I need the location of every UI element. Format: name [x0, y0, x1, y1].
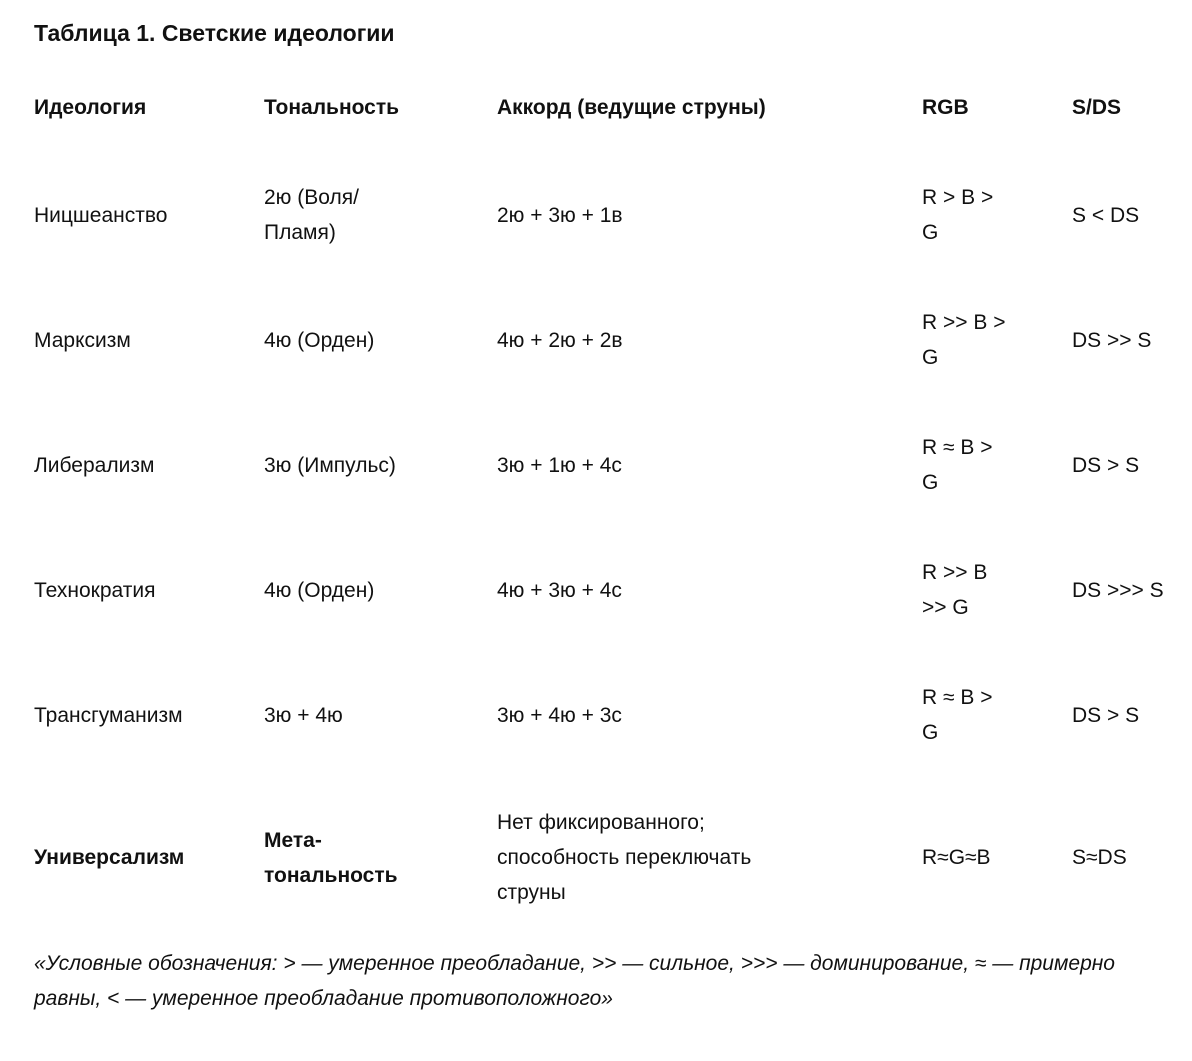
- cell-sds-text: DS >> S: [1072, 328, 1152, 352]
- cell-sds: S≈DS: [1072, 846, 1127, 869]
- table-row: [34, 430, 1174, 500]
- cell-rgb: [922, 680, 1072, 750]
- cell-sds: [1072, 180, 1174, 250]
- ideologies-table: [34, 89, 1174, 910]
- cell-ideology: Либерализм: [34, 453, 155, 477]
- table-title: Таблица 1. Светские идеологии: [34, 20, 395, 46]
- table-row: [34, 555, 1174, 625]
- cell-rgb: R≈G≈B: [922, 846, 991, 869]
- cell-rgb-text: R >> B >> G: [922, 561, 988, 619]
- cell-sds: [1072, 305, 1174, 375]
- cell-ideology: Ницшеанство: [34, 203, 168, 227]
- cell-sds: [1072, 680, 1174, 750]
- legend-note: «Условные обозначения: > — умеренное преобладание, >> — сильное, >>> — доминирование, ≈ — примерно равны, < — умеренное преобладание противоположного»: [34, 952, 1115, 1010]
- header-row: [34, 89, 1174, 125]
- header-tonality: Тональность: [264, 95, 400, 119]
- cell-chord: [497, 805, 922, 910]
- table-row: [34, 680, 1174, 750]
- row-spacer: [34, 375, 1174, 430]
- header-sds: S/DS: [1072, 95, 1122, 119]
- cell-chord: 3ю + 4ю + 3с: [497, 703, 622, 727]
- cell-rgb-text: R ≈ B > G: [922, 686, 993, 744]
- cell-rgb: [922, 555, 1072, 625]
- cell-chord: 4ю + 2ю + 2в: [497, 328, 623, 352]
- cell-tonality: [264, 555, 497, 625]
- header-ideology: Идеология: [34, 95, 147, 119]
- row-spacer: [34, 625, 1174, 680]
- table-row: [34, 305, 1174, 375]
- row-spacer: [34, 500, 1174, 555]
- cell-sds-text: S < DS: [1072, 203, 1140, 227]
- cell-ideology: Трансгуманизм: [34, 703, 183, 727]
- cell-rgb-text: R > B > G: [922, 186, 994, 244]
- row-spacer: [34, 750, 1174, 805]
- row-spacer: [34, 250, 1174, 305]
- cell-sds: [1072, 430, 1174, 500]
- cell-tonality: [264, 680, 497, 750]
- cell-sds-text: DS >>> S: [1072, 578, 1164, 602]
- cell-tonality: [264, 180, 497, 250]
- table-header: [34, 89, 1174, 180]
- cell-rgb: [922, 180, 1072, 250]
- cell-tonality: [264, 430, 497, 500]
- cell-sds: [1072, 555, 1174, 625]
- cell-tonality-text: 3ю + 4ю: [264, 703, 343, 727]
- cell-sds-text: DS > S: [1072, 703, 1140, 727]
- cell-tonality-text: 4ю (Орден): [264, 578, 375, 602]
- cell-chord: 3ю + 1ю + 4с: [497, 453, 622, 477]
- header-rgb: RGB: [922, 95, 969, 119]
- cell-ideology: Универсализм: [34, 846, 185, 869]
- cell-chord: 4ю + 3ю + 4с: [497, 578, 622, 602]
- cell-rgb: [922, 305, 1072, 375]
- cell-sds-text: DS > S: [1072, 453, 1140, 477]
- header-spacer: [34, 125, 1174, 180]
- cell-tonality-text: 4ю (Орден): [264, 328, 375, 352]
- cell-chord-text: Нет фиксированного; способность переключать струны: [497, 811, 752, 904]
- cell-chord: 2ю + 3ю + 1в: [497, 203, 623, 227]
- cell-rgb-text: R >> B > G: [922, 311, 1006, 369]
- cell-tonality-text: Мета-тональность: [264, 828, 398, 887]
- cell-tonality-text: 3ю (Импульс): [264, 453, 396, 477]
- cell-rgb-text: R ≈ B > G: [922, 436, 993, 494]
- cell-tonality-text: 2ю (Воля/Пламя): [264, 186, 359, 244]
- cell-rgb: [922, 430, 1072, 500]
- table-row: [34, 805, 1174, 910]
- table-row: [34, 180, 1174, 250]
- cell-tonality: [264, 305, 497, 375]
- cell-ideology: Технократия: [34, 578, 156, 602]
- header-chord: Аккорд (ведущие струны): [497, 95, 766, 119]
- cell-tonality: [264, 805, 497, 910]
- cell-ideology: Марксизм: [34, 328, 131, 352]
